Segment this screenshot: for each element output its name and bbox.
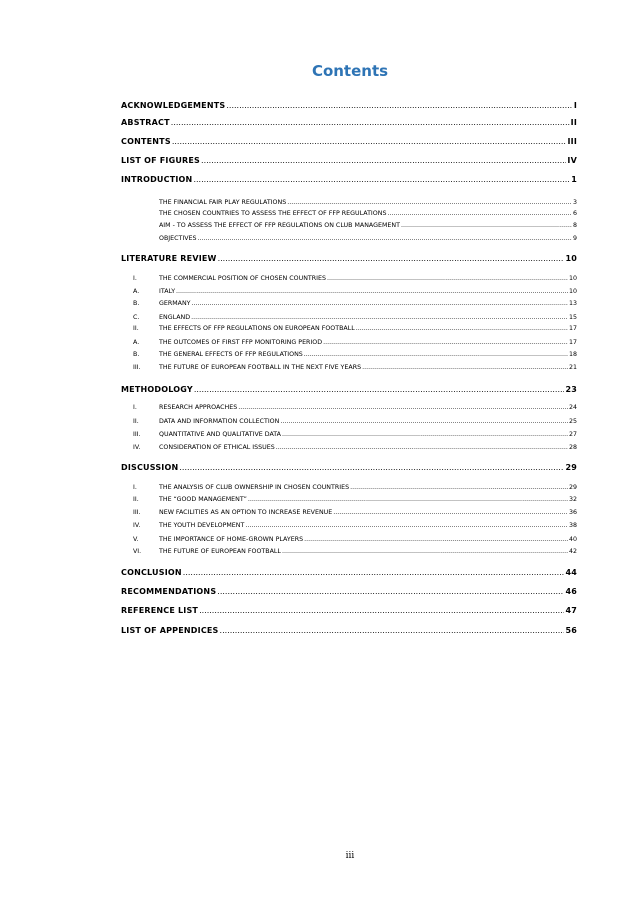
toc-dot-leader — [362, 365, 568, 371]
toc-dot-leader — [248, 497, 568, 503]
toc-entry-page: 42 — [568, 548, 577, 555]
toc-entry-page: 3 — [572, 199, 577, 206]
toc-entry-page: 47 — [565, 606, 577, 615]
page-title: Contents — [311, 62, 389, 80]
toc-entry[interactable] — [133, 365, 577, 371]
toc-entry-page: 10 — [565, 254, 577, 263]
toc-entry-page: 10 — [568, 275, 577, 282]
toc-dot-leader — [282, 549, 568, 555]
toc-entry-number: I. — [133, 275, 137, 282]
toc-entry-label: THE ANALYSIS OF CLUB OWNERSHIP IN CHOSEN COUNTRIES — [159, 484, 350, 491]
toc-entry-label: ITALY — [159, 288, 176, 295]
toc-entry-number: III. — [133, 509, 141, 516]
toc-entry-label: RECOMMENDATIONS — [121, 587, 217, 596]
toc-entry-label: THE OUTCOMES OF FIRST FFP MONITORING PERIOD — [159, 339, 323, 346]
toc-entry[interactable] — [133, 523, 577, 529]
toc-dot-leader — [171, 119, 570, 127]
toc-entry[interactable] — [121, 588, 577, 596]
toc-entry[interactable] — [133, 315, 577, 321]
toc-entry-label: THE FINANCIAL FAIR PLAY REGULATIONS — [159, 199, 287, 206]
toc-entry-page: IV — [567, 156, 577, 165]
toc-entry-number: III. — [133, 431, 141, 438]
toc-entry-label: THE FUTURE OF EUROPEAN FOOTBALL — [159, 548, 281, 555]
toc-entry[interactable] — [121, 464, 577, 472]
toc-entry-page: 17 — [568, 339, 577, 346]
toc-entry-page: II — [570, 118, 577, 127]
toc-entry-number: B. — [133, 300, 140, 307]
toc-dot-leader — [198, 236, 572, 242]
toc-entry[interactable] — [133, 549, 577, 555]
toc-entry-page: 38 — [568, 522, 577, 529]
toc-entry-page: 40 — [568, 536, 577, 543]
toc-entry-label: LIST OF FIGURES — [121, 156, 201, 165]
toc-entry-label: AIM - TO ASSESS THE EFFECT OF FFP REGULATIONS ON CLUB MANAGEMENT — [159, 222, 400, 229]
toc-entry-label: THE FUTURE OF EUROPEAN FOOTBALL IN THE NEXT FIVE YEARS — [159, 364, 362, 371]
toc-entry[interactable] — [133, 497, 577, 503]
toc-entry-number: A. — [133, 288, 140, 295]
toc-entry-page: 17 — [568, 325, 577, 332]
toc-entry[interactable] — [133, 236, 577, 242]
toc-entry-number: C. — [133, 314, 140, 321]
toc-entry[interactable] — [121, 119, 577, 127]
toc-entry[interactable] — [133, 223, 577, 229]
toc-entry-page: 23 — [565, 385, 577, 394]
toc-entry-label: ENGLAND — [159, 314, 191, 321]
toc-entry-page: 32 — [568, 496, 577, 503]
toc-entry-page: 1 — [571, 175, 577, 184]
toc-entry-page: 9 — [572, 235, 577, 242]
toc-entry-page: 21 — [568, 364, 577, 371]
toc-entry-label: THE “GOOD MANAGEMENT” — [159, 496, 247, 503]
toc-entry-label: THE COMMERCIAL POSITION OF CHOSEN COUNTRIES — [159, 275, 326, 282]
toc-entry-label: ABSTRACT — [121, 118, 170, 127]
toc-entry[interactable] — [121, 569, 577, 577]
toc-entry-number: V. — [133, 536, 139, 543]
toc-entry[interactable] — [121, 255, 577, 263]
toc-dot-leader — [199, 607, 564, 615]
toc-entry[interactable] — [121, 102, 577, 110]
toc-dot-leader — [226, 102, 572, 110]
toc-entry-label: DISCUSSION — [121, 463, 179, 472]
toc-entry[interactable] — [133, 200, 577, 206]
toc-dot-leader — [245, 523, 568, 529]
toc-entry-label: DATA AND INFORMATION COLLECTION — [159, 418, 280, 425]
toc-entry-label: THE YOUTH DEVELOPMENT — [159, 522, 245, 529]
toc-entry[interactable] — [133, 326, 577, 332]
toc-entry-label: ACKNOWLEDGEMENTS — [121, 101, 226, 110]
toc-entry-page: 44 — [565, 568, 577, 577]
toc-entry-number: I. — [133, 484, 137, 491]
toc-entry-number: B. — [133, 351, 140, 358]
toc-entry-number: IV. — [133, 444, 141, 451]
toc-entry[interactable] — [133, 289, 577, 295]
toc-entry-number: A. — [133, 339, 140, 346]
toc-entry[interactable] — [133, 537, 577, 543]
toc-entry-page: 8 — [572, 222, 577, 229]
toc-dot-leader — [193, 176, 570, 184]
toc-dot-leader — [276, 445, 568, 451]
toc-entry[interactable] — [133, 211, 577, 217]
toc-entry-page: 46 — [565, 587, 577, 596]
toc-dot-leader — [238, 405, 568, 411]
toc-entry-label: THE CHOSEN COUNTRIES TO ASSESS THE EFFECT OF FFP REGULATIONS — [159, 210, 387, 217]
toc-entry-label: LIST OF APPENDICES — [121, 626, 219, 635]
toc-entry-page: 15 — [568, 314, 577, 321]
toc-entry[interactable] — [121, 607, 577, 615]
toc-entry-label: NEW FACILITIES AS AN OPTION TO INCREASE REVENUE — [159, 509, 333, 516]
toc-entry[interactable] — [121, 176, 577, 184]
toc-entry-label: RESEARCH APPROACHES — [159, 404, 238, 411]
toc-entry-label: GERMANY — [159, 300, 191, 307]
toc-dot-leader — [356, 326, 568, 332]
toc-dot-leader — [333, 510, 568, 516]
toc-entry-label: QUANTITATIVE AND QUALITATIVE DATA — [159, 431, 281, 438]
toc-dot-leader — [220, 627, 565, 635]
toc-entry-label: METHODOLOGY — [121, 385, 193, 394]
toc-dot-leader — [192, 301, 568, 307]
toc-entry-page: 25 — [568, 418, 577, 425]
toc-entry-page: 36 — [568, 509, 577, 516]
toc-entry[interactable] — [133, 485, 577, 491]
toc-entry-page: 13 — [568, 300, 577, 307]
toc-dot-leader — [280, 419, 568, 425]
toc-dot-leader — [172, 138, 567, 146]
toc-entry-label: REFERENCE LIST — [121, 606, 199, 615]
toc-entry[interactable] — [121, 627, 577, 635]
toc-dot-leader — [401, 223, 572, 229]
toc-entry-page: 6 — [572, 210, 577, 217]
toc-entry-page: 56 — [565, 626, 577, 635]
toc-dot-leader — [179, 464, 564, 472]
toc-entry-label: INTRODUCTION — [121, 175, 193, 184]
toc-entry-page: 29 — [568, 484, 577, 491]
toc-dot-leader — [327, 276, 568, 282]
toc-entry[interactable] — [121, 386, 577, 394]
toc-entry[interactable] — [133, 352, 577, 358]
toc-entry[interactable] — [133, 419, 577, 425]
toc-dot-leader — [304, 537, 568, 543]
toc-entry-label: CONSIDERATION OF ETHICAL ISSUES — [159, 444, 275, 451]
toc-dot-leader — [183, 569, 565, 577]
toc-entry-label: OBJECTIVES — [159, 235, 197, 242]
toc-entry[interactable] — [133, 405, 577, 411]
page-number: iii — [345, 851, 355, 861]
toc-dot-leader — [282, 432, 568, 438]
toc-entry-number: I. — [133, 404, 137, 411]
toc-entry-number: II. — [133, 496, 139, 503]
toc-entry-page: III — [567, 137, 577, 146]
toc-entry-label: THE GENERAL EFFECTS OF FFP REGULATIONS — [159, 351, 303, 358]
toc-entry-page: 10 — [568, 288, 577, 295]
toc-dot-leader — [176, 289, 568, 295]
toc-dot-leader — [350, 485, 568, 491]
toc-entry-number: VI. — [133, 548, 142, 555]
toc-entry-page: 28 — [568, 444, 577, 451]
toc-entry-page: 27 — [568, 431, 577, 438]
toc-entry-label: CONCLUSION — [121, 568, 182, 577]
toc-entry-number: II. — [133, 418, 139, 425]
toc-entry-page: I — [573, 101, 577, 110]
toc-entry[interactable] — [133, 301, 577, 307]
toc-dot-leader — [217, 588, 564, 596]
toc-entry-number: II. — [133, 325, 139, 332]
toc-entry-page: 29 — [565, 463, 577, 472]
toc-entry-label: THE EFFECTS OF FFP REGULATIONS ON EUROPEAN FOOTBALL — [159, 325, 355, 332]
toc-dot-leader — [387, 211, 572, 217]
toc-entry[interactable] — [121, 138, 577, 146]
toc-dot-leader — [201, 157, 566, 165]
toc-entry[interactable] — [133, 340, 577, 346]
toc-entry-label: THE IMPORTANCE OF HOME-GROWN PLAYERS — [159, 536, 304, 543]
toc-entry[interactable] — [121, 157, 577, 165]
toc-entry[interactable] — [133, 510, 577, 516]
toc-entry-page: 24 — [568, 404, 577, 411]
toc-dot-leader — [304, 352, 568, 358]
toc-entry-number: IV. — [133, 522, 141, 529]
toc-entry-label: CONTENTS — [121, 137, 171, 146]
toc-dot-leader — [323, 340, 568, 346]
toc-entry[interactable] — [133, 276, 577, 282]
toc-dot-leader — [218, 255, 565, 263]
toc-dot-leader — [287, 200, 572, 206]
toc-dot-leader — [191, 315, 568, 321]
toc-entry-number: III. — [133, 364, 141, 371]
toc-entry[interactable] — [133, 432, 577, 438]
toc-entry-page: 18 — [568, 351, 577, 358]
toc-entry[interactable] — [133, 445, 577, 451]
toc-dot-leader — [194, 386, 565, 394]
toc-entry-label: LITERATURE REVIEW — [121, 254, 217, 263]
